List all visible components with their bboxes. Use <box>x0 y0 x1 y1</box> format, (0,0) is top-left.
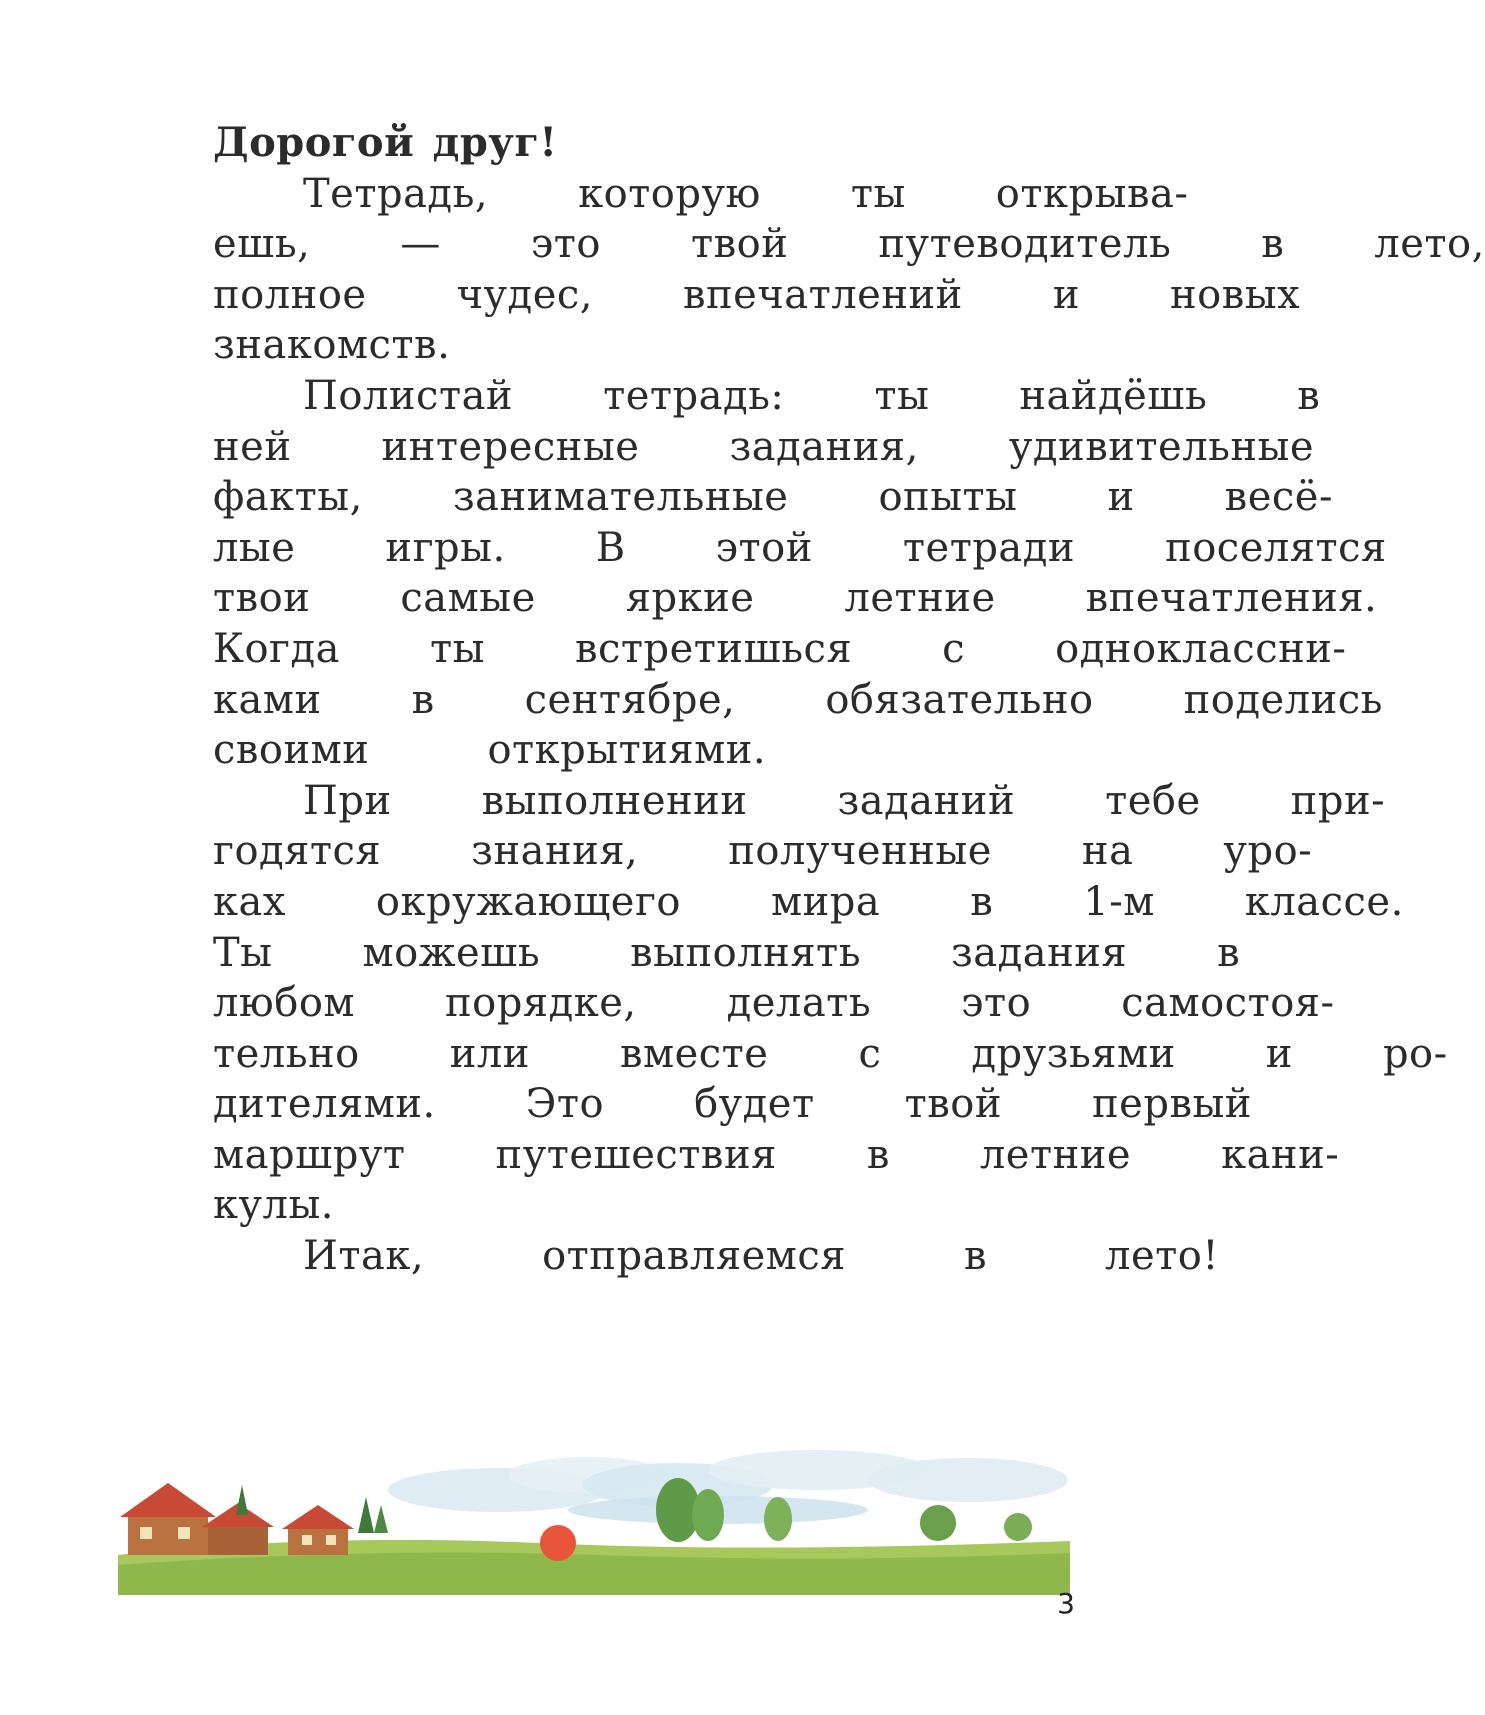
text-line: твои самые яркие летние впечатления. <box>213 575 1378 622</box>
text-line: любом порядке, делать это самостоя- <box>213 980 1335 1027</box>
text-body <box>123 118 1485 1282</box>
text-line: ней интересные задания, удивительные <box>213 423 1315 470</box>
clouds <box>388 1450 1068 1524</box>
text-line: знакомств. <box>213 322 451 369</box>
text-line: Тетрадь, которую ты открыва- <box>303 170 1189 217</box>
text-line: тельно или вместе с друзьями и ро- <box>213 1030 1448 1077</box>
summer-landscape-illustration <box>118 1415 1070 1595</box>
paragraph <box>123 371 1387 776</box>
text-line: ках окружающего мира в 1-м классе. <box>213 878 1404 925</box>
text-line: полное чудес, впечатлений и новых <box>213 271 1301 318</box>
text-line: ками в сентябре, обязательно поделись <box>213 676 1383 723</box>
paragraph <box>123 169 1485 371</box>
text-line: Итак, отправляемся в лето! <box>303 1233 1219 1280</box>
sun <box>540 1525 576 1561</box>
text-line: Когда ты встретишься с одноклассни- <box>213 625 1347 672</box>
page-number: 3 <box>1057 1587 1075 1620</box>
paragraphs <box>123 169 1485 1282</box>
house-left <box>120 1483 274 1555</box>
greeting-heading: Дорогой друг! <box>213 119 558 166</box>
text-line: лые игры. В этой тетради поселятся <box>213 524 1387 571</box>
text-line: годятся знания, полученные на уро- <box>213 828 1313 875</box>
text-line: своими открытиями. <box>213 727 767 774</box>
text-line: факты, занимательные опыты и весё- <box>213 474 1333 521</box>
text-line: ешь, — это твой путеводитель в лето, <box>213 221 1485 268</box>
text-line: кулы. <box>213 1182 334 1229</box>
text-line: При выполнении заданий тебе при- <box>303 777 1386 824</box>
paragraph <box>123 1231 1219 1282</box>
text-line: Ты можешь выполнять задания в <box>213 929 1241 976</box>
paragraph <box>123 776 1448 1231</box>
text-line: дителями. Это будет твой первый <box>213 1081 1252 1128</box>
house-right <box>282 1505 354 1555</box>
text-line: маршрут путешествия в летние кани- <box>213 1131 1340 1178</box>
text-line: Полистай тетрадь: ты найдёшь в <box>303 372 1321 419</box>
